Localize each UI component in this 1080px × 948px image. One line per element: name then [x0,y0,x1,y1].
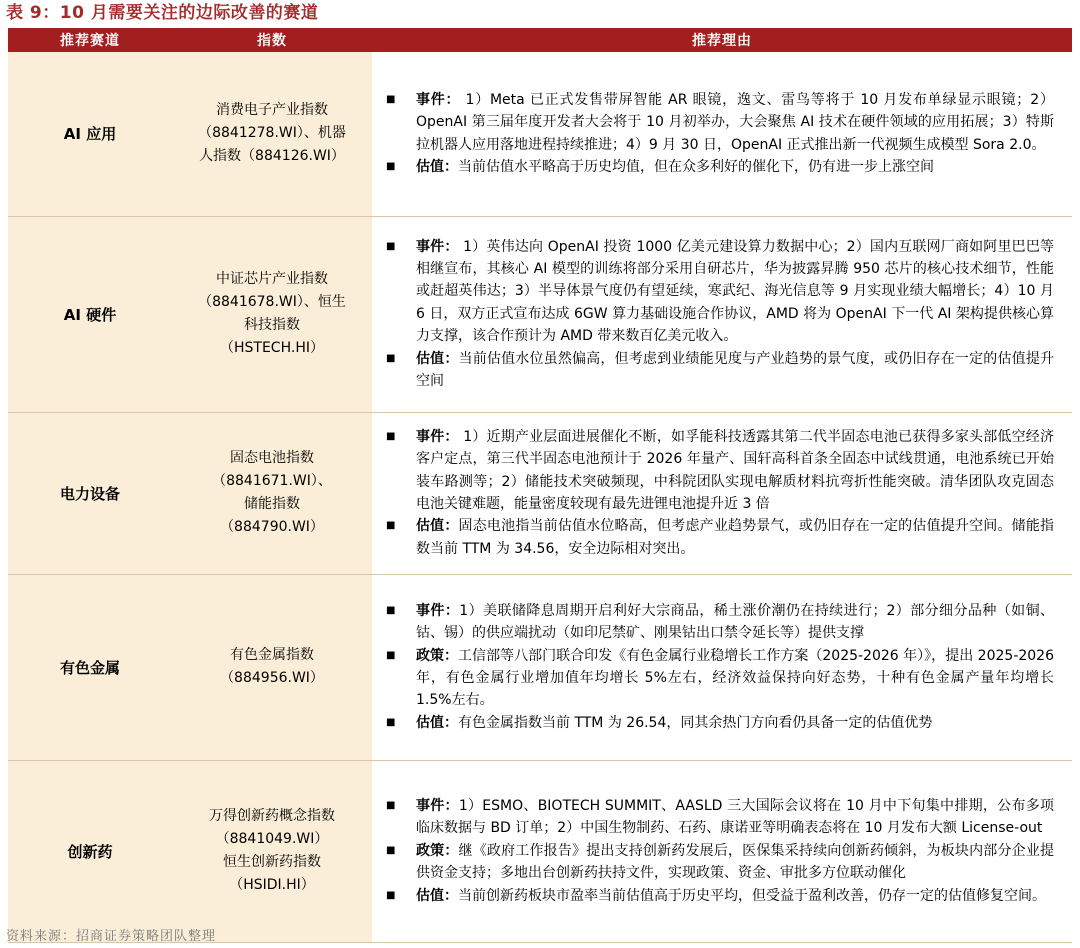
table-row [8,760,1072,942]
table-row [8,52,1072,216]
reason-cell [372,52,1072,216]
square-bullet-icon: ■ [386,799,396,811]
bullet-label: 估值： [416,350,459,367]
table-row [8,216,1072,412]
square-bullet-icon: ■ [386,649,396,661]
header-index: 指数 [172,28,372,52]
reason-bullet [372,600,1068,645]
reason-bullet [372,515,1068,560]
index-line: 固态电池指数 [230,450,314,466]
bullet-text [416,515,1068,560]
square-bullet-icon: ■ [386,161,396,173]
index-line: 万得创新药概念指数 [209,808,335,824]
bullet-body: 固态电池指当前估值水位略高，但考虑产业趋势景气，或仍旧存在一定的估值提升空间。储能指数当前 TTM 为 34.56，安全边际相对突出。 [416,518,1054,557]
index-line: （884956.WI） [220,670,324,686]
index-line: 恒生创新药指数 [223,854,321,870]
recommendation-table [8,28,1072,943]
reason-bullet [372,156,1068,178]
index-line: 有色金属指数 [230,647,314,663]
reason-cell [372,574,1072,760]
bullet-body: 继《政府工作报告》提出支持创新药发展后，医保集采持续向创新药倾斜，为板块内部分企业提供资金支持；多地出台创新药扶持文件，实现政策、资金、审批多方位联动催化 [416,842,1054,882]
track-name: 电力设备 [8,412,172,574]
bullet-label: 事件： [416,428,459,445]
source-note: 资料来源：招商证券策略团队整理 [6,929,217,944]
square-bullet-icon: ■ [386,93,396,105]
index-line: 人指数（884126.WI） [199,148,345,165]
bullet-body: 1）近期产业层面进展催化不断，如孚能科技透露其第二代半固态电池已获得多家头部低空经济客户定点，第三代半固态电池预计于 2026 年量产、国轩高科首条全固态中试线贯通，电池系统已开始装车路测等；2）储能技术突破频现，中科院团队实现电解质材料抗弯折性能突破。清华团队攻克固态电池关键难题，能量密度较现有最先进锂电池提升近 3 倍 [416,428,1054,512]
bullet-body: 1）英伟达向 OpenAI 投资 1000 亿美元建设算力数据中心；2）国内互联网厂商如阿里巴巴等相继宣布，其核心 AI 模型的训练将部分采用自研芯片，华为披露昇腾 950 芯片的核心技术细节，性能或赶超英伟达；3）半导体景气度仍有望延续，寒武纪、海光信息等 9 月实现业绩大幅增长；4）10 月 6 日，双方正式宣布达成 6GW 算力基础设施合作协议，AMD 将为 OpenAI 下一代 AI 架构提供核心算力支撑，该合作预计为 AMD 带来数百亿美元收入。 [416,238,1054,345]
bullet-label: 事件： [416,602,460,619]
bullet-text [416,600,1068,645]
index-line: （8841678.WI）、恒生 [198,294,346,310]
bullet-text [416,795,1068,840]
bullet-label: 政策： [416,842,459,859]
index-line: 科技指数 [244,317,300,333]
bullet-text [416,89,1068,156]
bullet-label: 事件： [416,238,459,255]
bullet-body: 有色金属指数当前 TTM 为 26.54，同其余热门方向看仍具备一定的估值优势 [458,714,933,731]
bullet-text [416,885,1068,907]
square-bullet-icon: ■ [386,430,396,442]
bullet-text [416,156,1068,178]
track-name: 有色金属 [8,574,172,760]
bullet-body: 当前估值水平略高于历史均值，但在众多利好的催化下，仍有进一步上涨空间 [458,159,934,176]
square-bullet-icon: ■ [386,604,396,616]
bullet-label: 政策： [416,647,459,664]
bullet-text [416,712,1068,734]
reason-bullet [372,426,1068,516]
bullet-body: 1）Meta 已正式发售带屏智能 AR 眼镜，逸文、雷鸟等将于 10 月发布单绿显示眼镜；2）OpenAI 第三届年度开发者大会将于 10 月初举办，大会聚焦 AI 技术在硬件领域的应用拓展；3）特斯拉机器人应用落地进程持续推进；4）9 月 30 日，OpenAI 正式推出新一代视频生成模型 Sora 2.0。 [416,91,1054,153]
square-bullet-icon: ■ [386,520,396,532]
reason-cell [372,412,1072,574]
reason-bullet [372,645,1068,712]
bullet-text [416,840,1068,885]
table-body [8,52,1072,942]
bullet-body: 当前估值水位虽然偏高，但考虑到业绩能见度与产业趋势的景气度，或仍旧存在一定的估值提升空间 [416,350,1054,390]
table-title: 表 9：10 月需要关注的边际改善的赛道 [6,3,319,23]
reason-bullet [372,236,1068,348]
table-header-row [8,28,1072,52]
index-line: （HSTECH.HI） [220,340,324,356]
bullet-body: 工信部等八部门联合印发《有色金属行业稳增长工作方案（2025-2026 年）》，提出 2025-2026 年，有色金属行业增加值年均增长 5%左右，经济效益保持向好态势，十种有色金属产量年均增长 1.5%左右。 [416,647,1054,709]
square-bullet-icon: ■ [386,352,396,364]
table-row [8,574,1072,760]
square-bullet-icon: ■ [386,240,396,252]
reason-bullet [372,840,1068,885]
track-name: AI 应用 [8,52,172,216]
bullet-label: 估值： [416,887,458,904]
index-cell [172,52,372,216]
index-cell [172,760,372,942]
index-line: （HSIDI.HI） [229,877,315,893]
reason-cell [372,760,1072,942]
square-bullet-icon: ■ [386,889,396,901]
bullet-text [416,348,1068,393]
header-reason: 推荐理由 [372,28,1072,52]
index-line: （884790.WI） [220,519,324,535]
index-line: （8841278.WI）、机器 [198,125,346,142]
index-line: （8841671.WI）、 [212,473,332,489]
bullet-text [416,426,1068,516]
bullet-label: 估值： [416,714,458,731]
reason-bullet [372,712,1068,734]
bullet-body: 1）ESMO、BIOTECH SUMMIT、AASLD 三大国际会议将在 10 月中下旬集中排期，公布多项临床数据与 BD 订单；2）中国生物制药、石药、康诺亚等明确表态将在 10 月发布大额 License-out [416,797,1054,837]
bullet-label: 事件： [416,91,461,108]
bullet-body: 1）美联储降息周期开启利好大宗商品，稀土涨价潮仍在持续进行；2）部分细分品种（如铜、钴、锡）的供应端扰动（如印尼禁矿、刚果钴出口禁令延长等）提供支撑 [416,602,1055,642]
reason-bullet [372,885,1068,907]
reason-bullet [372,89,1068,156]
square-bullet-icon: ■ [386,716,396,728]
reason-cell [372,216,1072,412]
bullet-text [416,645,1068,712]
bullet-text [416,236,1068,348]
track-name: 创新药 [8,760,172,942]
square-bullet-icon: ■ [386,844,396,856]
index-line: 储能指数 [244,496,300,512]
header-track: 推荐赛道 [8,28,172,52]
bullet-label: 事件： [416,797,459,814]
index-cell [172,216,372,412]
index-line: 消费电子产业指数 [216,102,328,119]
index-line: （8841049.WI） [215,831,329,847]
index-cell [172,412,372,574]
bullet-label: 估值： [416,159,458,176]
track-name: AI 硬件 [8,216,172,412]
index-cell [172,574,372,760]
bullet-body: 当前创新药板块市盈率当前估值高于历史平均，但受益于盈利改善，仍存一定的估值修复空间。 [458,887,1046,904]
reason-bullet [372,795,1068,840]
reason-bullet [372,348,1068,393]
table-row [8,412,1072,574]
index-line: 中证芯片产业指数 [216,271,328,287]
bullet-label: 估值： [416,518,459,535]
